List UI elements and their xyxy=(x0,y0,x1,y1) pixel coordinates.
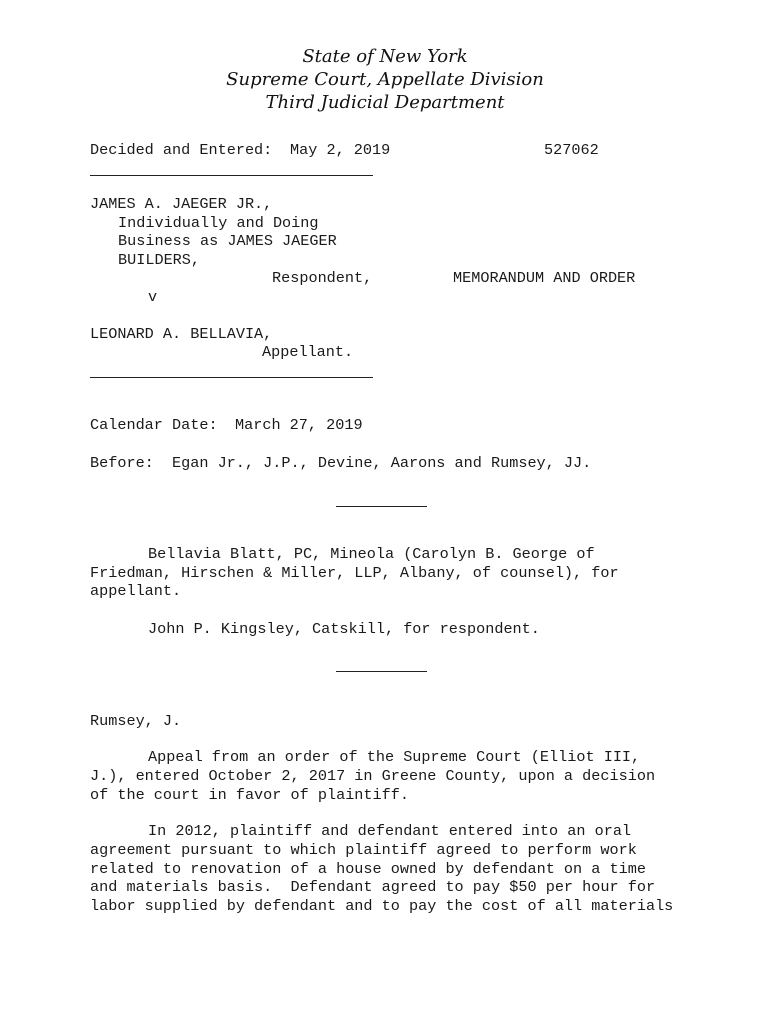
caption-top-rule xyxy=(90,175,373,176)
plaintiff-description-line-1: Individually and Doing xyxy=(118,214,319,232)
court-name: Supreme Court, Appellate Division xyxy=(226,69,544,90)
body-paragraph-1-line-3: of the court in favor of plaintiff. xyxy=(90,786,409,804)
court-header xyxy=(0,45,770,114)
caption-bottom-rule xyxy=(90,377,373,378)
document-type: MEMORANDUM AND ORDER xyxy=(453,269,636,287)
court-state: State of New York xyxy=(302,46,468,67)
versus: v xyxy=(148,288,158,306)
defendant-role: Appellant. xyxy=(262,343,354,361)
decided-date: May 2, 2019 xyxy=(290,141,391,159)
plaintiff-name: JAMES A. JAEGER JR., xyxy=(90,195,273,213)
body-paragraph-2-line-4: and materials basis. Defendant agreed to pay $50 per hour for xyxy=(90,878,656,896)
body-paragraph-1-line-1: Appeal from an order of the Supreme Court (Elliot III, xyxy=(148,748,641,766)
appellant-counsel-line-3: appellant. xyxy=(90,582,182,600)
panel-judges: Egan Jr., J.P., Devine, Aarons and Rumsey, JJ. xyxy=(172,454,592,472)
plaintiff-role: Respondent, xyxy=(272,269,373,287)
plaintiff-description-line-2: Business as JAMES JAEGER xyxy=(118,232,337,250)
body-paragraph-2-line-3: related to renovation of a house owned by defendant on a time xyxy=(90,860,646,878)
appellant-counsel-line-2: Friedman, Hirschen & Miller, LLP, Albany, of counsel), for xyxy=(90,564,619,582)
defendant-name: LEONARD A. BELLAVIA, xyxy=(90,325,273,343)
appellant-counsel-line-1: Bellavia Blatt, PC, Mineola (Carolyn B. George of xyxy=(148,545,595,563)
section-divider-2 xyxy=(336,671,427,672)
opinion-author: Rumsey, J. xyxy=(90,712,182,730)
before-label: Before: xyxy=(90,454,154,472)
section-divider-1 xyxy=(336,506,427,507)
court-department: Third Judicial Department xyxy=(265,92,505,113)
body-paragraph-1-line-2: J.), entered October 2, 2017 in Greene County, upon a decision xyxy=(90,767,656,785)
body-paragraph-2-line-2: agreement pursuant to which plaintiff agreed to perform work xyxy=(90,841,637,859)
respondent-counsel: John P. Kingsley, Catskill, for respondent. xyxy=(148,620,540,638)
docket-number: 527062 xyxy=(544,141,599,159)
calendar-date: March 27, 2019 xyxy=(235,416,363,434)
body-paragraph-2-line-5: labor supplied by defendant and to pay the cost of all materials xyxy=(90,897,674,915)
body-paragraph-2-line-1: In 2012, plaintiff and defendant entered into an oral xyxy=(148,822,632,840)
plaintiff-description-line-3: BUILDERS, xyxy=(118,251,201,269)
calendar-label: Calendar Date: xyxy=(90,416,218,434)
decided-label: Decided and Entered: xyxy=(90,141,273,159)
